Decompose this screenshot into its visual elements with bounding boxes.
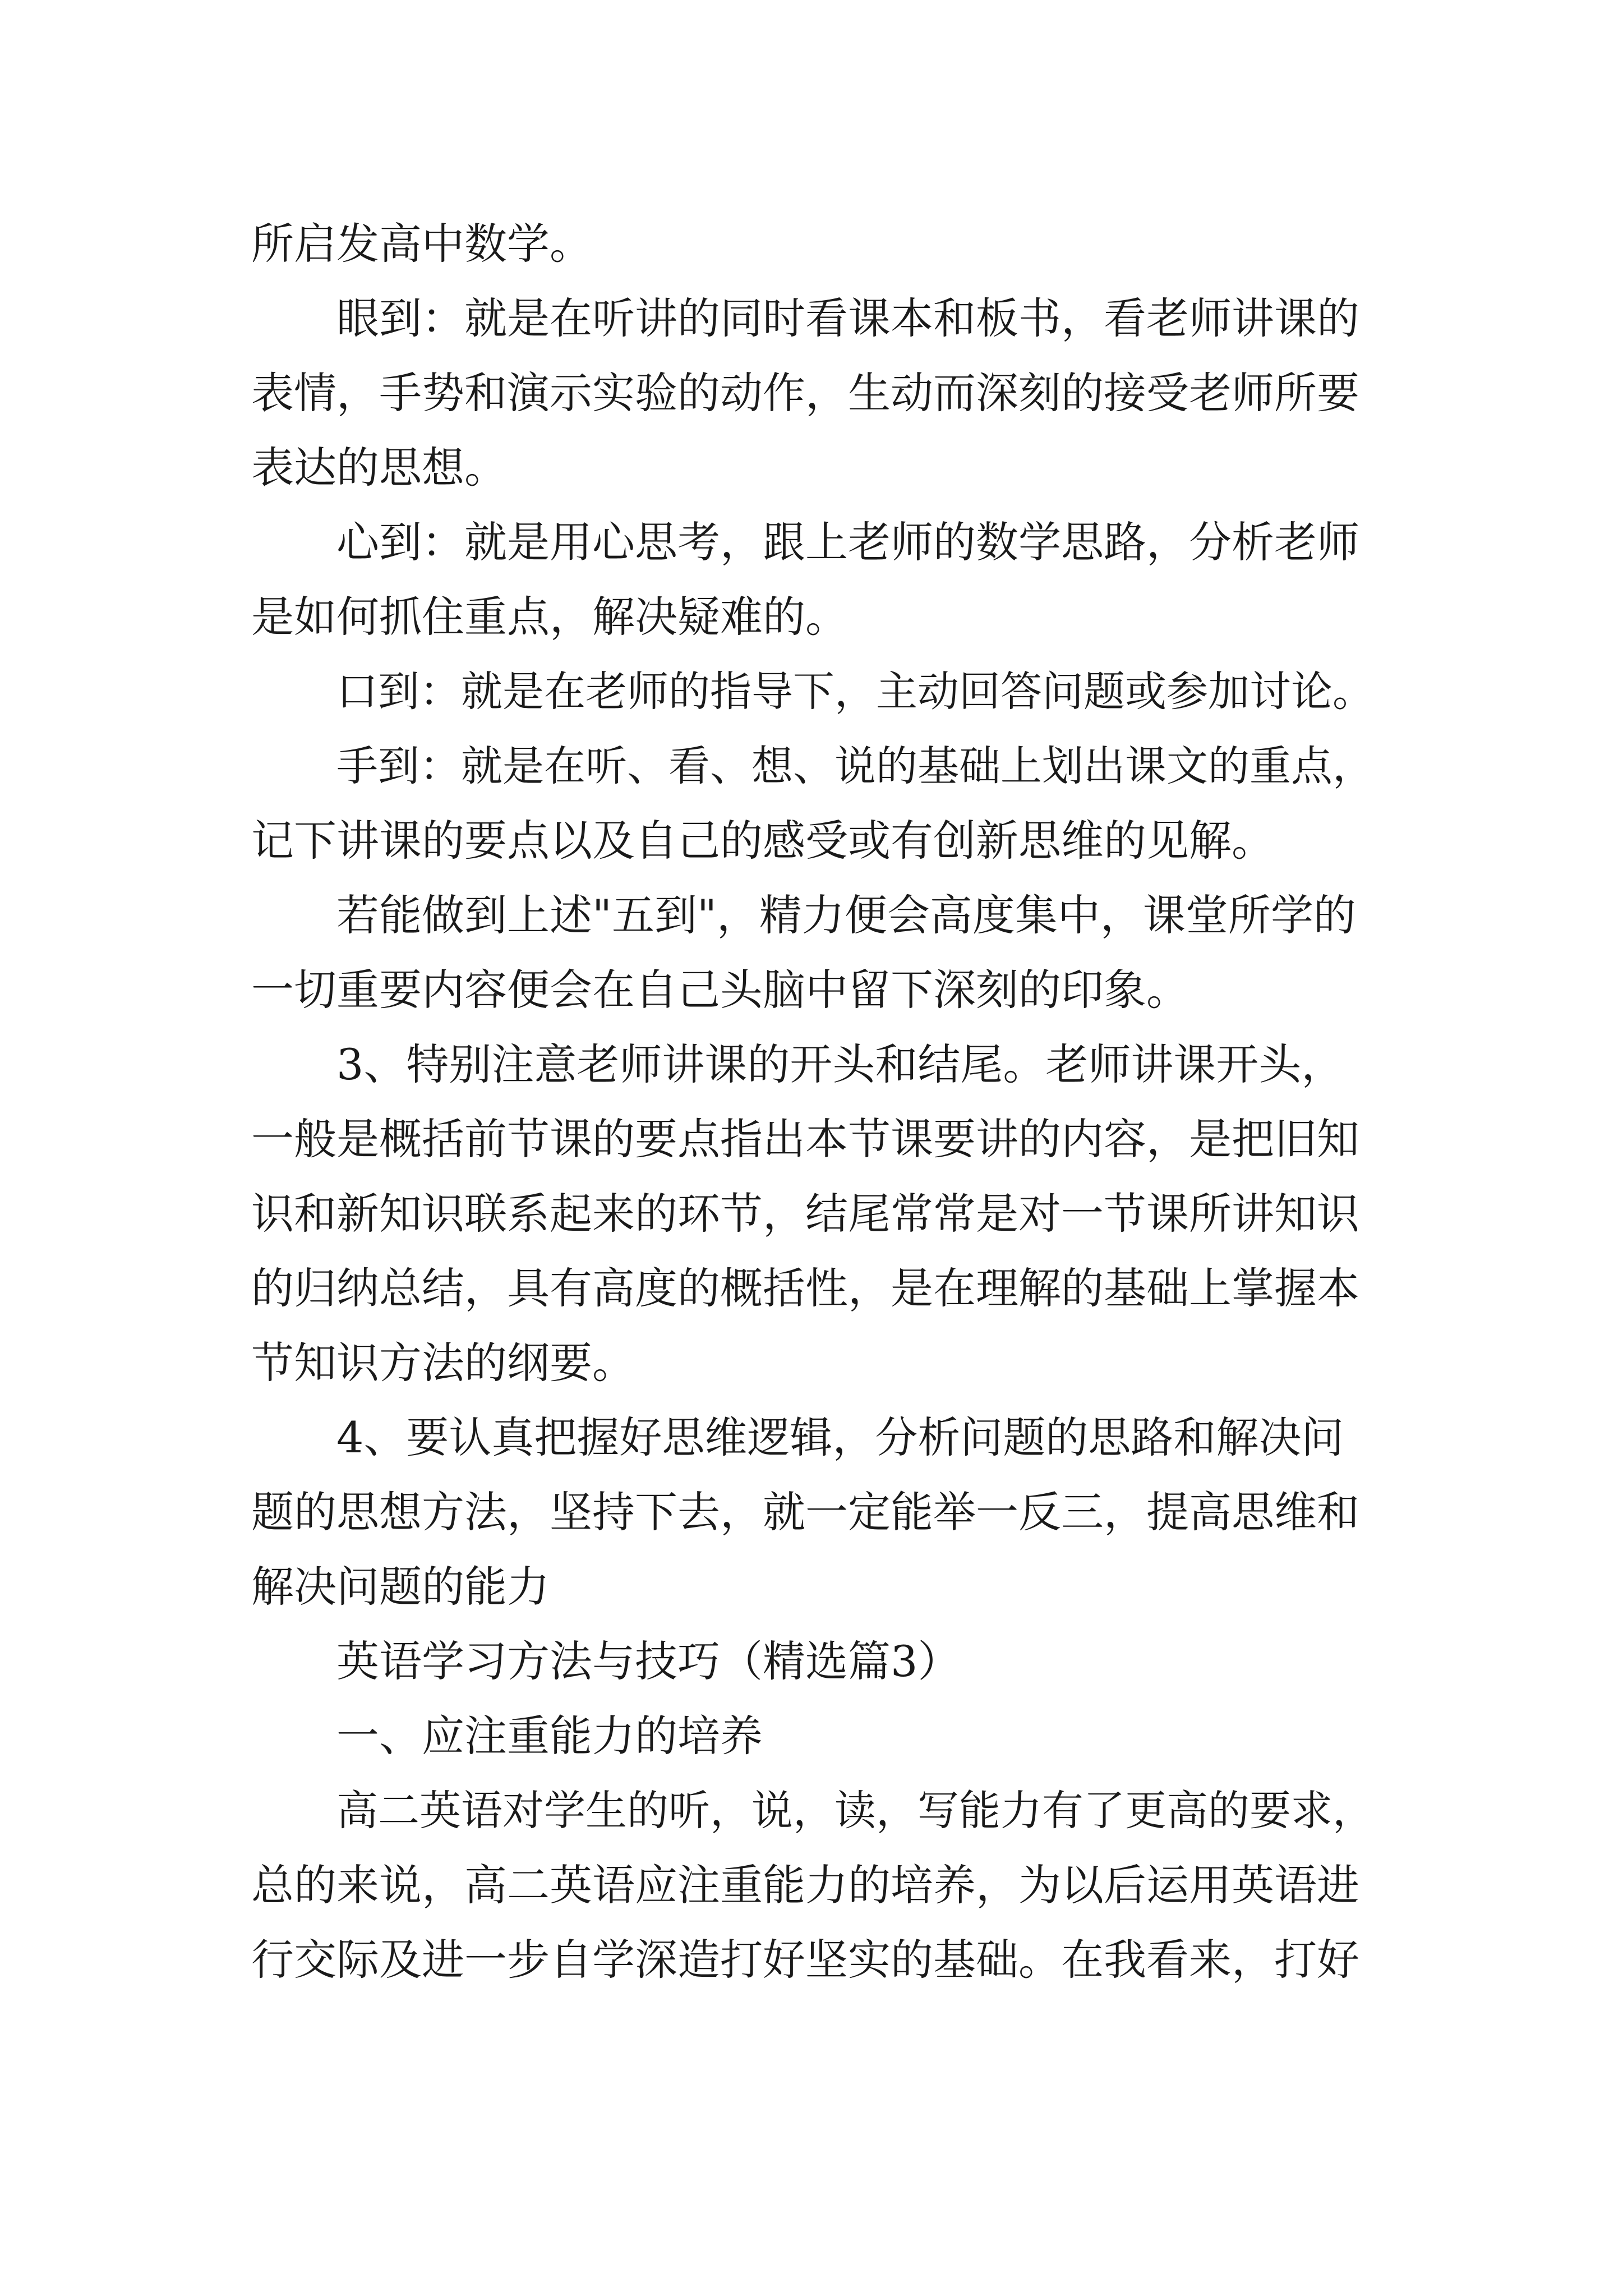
text-line: 口到：就是在老师的指导下，主动回答问题或参加讨论。 — [336, 668, 1374, 716]
text-line: 所启发高中数学。 — [251, 219, 592, 269]
text-line: 表达的思想。 — [251, 443, 507, 493]
text-line: 记下讲课的要点以及自己的感受或有创新思维的见解。 — [251, 816, 1274, 866]
text-line: 4、要认真把握好思维逻辑，分析问题的思路和解决问 — [336, 1412, 1344, 1462]
text-line: 行交际及进一步自学深造打好坚实的基础。在我看来，打好 — [251, 1935, 1359, 1985]
text-line: 识和新知识联系起来的环节，结尾常常是对一节课所讲知识 — [251, 1189, 1359, 1239]
text-line: 若能做到上述"五到"，精力便会高度集中，课堂所学的 — [336, 890, 1356, 940]
text-line: 题的思想方法，坚持下去，就一定能举一反三，提高思维和 — [251, 1487, 1359, 1537]
section-heading: 英语学习方法与技巧（精选篇3） — [336, 1636, 961, 1686]
text-line: 心到：就是用心思考，跟上老师的数学思路，分析老师 — [336, 517, 1359, 567]
text-line: 一切重要内容便会在自己头脑中留下深刻的印象。 — [251, 965, 1189, 1015]
subsection-heading: 一、应注重能力的培养 — [336, 1711, 763, 1761]
text-line: 是如何抓住重点，解决疑难的。 — [251, 592, 848, 642]
text-line: 手到：就是在听、看、想、说的基础上划出课文的重点， — [336, 742, 1374, 790]
text-line: 一般是概括前节课的要点指出本节课要讲的内容，是把旧知 — [251, 1114, 1359, 1164]
text-line: 总的来说，高二英语应注重能力的培养，为以后运用英语进 — [251, 1860, 1359, 1910]
text-line: 的归纳总结，具有高度的概括性，是在理解的基础上掌握本 — [251, 1263, 1359, 1313]
text-line: 表情，手势和演示实验的动作，生动而深刻的接受老师所要 — [251, 368, 1359, 418]
text-line: 眼到：就是在听讲的同时看课本和板书，看老师讲课的 — [336, 293, 1359, 343]
text-line: 3、特别注意老师讲课的开头和结尾。老师讲课开头， — [336, 1039, 1344, 1089]
text-line: 高二英语对学生的听，说，读，写能力有了更高的要求， — [336, 1787, 1374, 1835]
text-line: 解决问题的能力 — [251, 1562, 550, 1612]
text-line: 节知识方法的纲要。 — [251, 1338, 635, 1388]
